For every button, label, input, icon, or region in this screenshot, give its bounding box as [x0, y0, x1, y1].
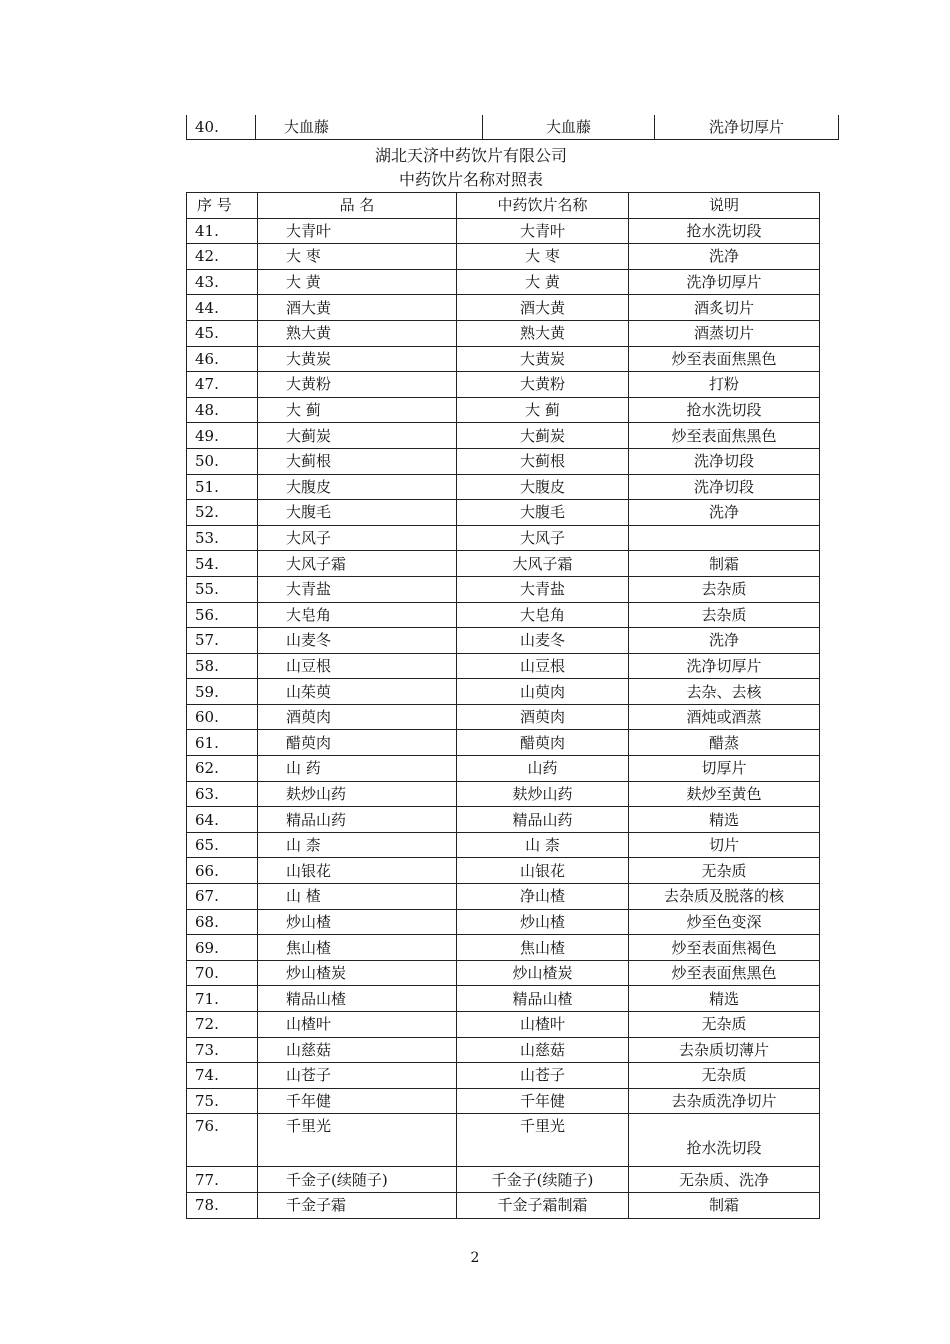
comparison-table: [186, 192, 820, 1219]
row-number: 68.: [187, 909, 258, 935]
row-number: 54.: [187, 551, 258, 577]
piece-name: 山萸肉: [457, 679, 629, 705]
piece-name: 大腹毛: [457, 500, 629, 526]
processing-note: 洗净: [629, 244, 820, 270]
row-number: 75.: [187, 1088, 258, 1114]
product-name: 炒山楂: [258, 909, 457, 935]
product-name: 山银花: [258, 858, 457, 884]
table-row: [187, 500, 820, 526]
table-row: [187, 935, 820, 961]
row-number: 44.: [187, 295, 258, 321]
product-name: 精品山药: [258, 807, 457, 833]
piece-name: 山麦冬: [457, 628, 629, 654]
product-name: 大 蓟: [258, 397, 457, 423]
row-number: 42.: [187, 244, 258, 270]
product-name: 精品山楂: [258, 986, 457, 1012]
processing-note: 无杂质: [629, 858, 820, 884]
product-name: 炒山楂炭: [258, 960, 457, 986]
piece-name: 大黄粉: [457, 372, 629, 398]
processing-note: 去杂质: [629, 602, 820, 628]
processing-note: 去杂质: [629, 576, 820, 602]
continuation-table: [186, 115, 839, 140]
table-row: [187, 1037, 820, 1063]
piece-name: 酒萸肉: [457, 704, 629, 730]
table-row: [187, 1114, 820, 1167]
table-row: [187, 884, 820, 910]
product-name: 大腹皮: [258, 474, 457, 500]
table-row: [187, 423, 820, 449]
row-number: 70.: [187, 960, 258, 986]
table-row: [187, 372, 820, 398]
processing-note: 炒至表面焦黑色: [629, 423, 820, 449]
piece-name: 山银花: [457, 858, 629, 884]
product-name: 千里光: [258, 1114, 457, 1167]
row-number: 65.: [187, 832, 258, 858]
row-number: 56.: [187, 602, 258, 628]
table-row: [187, 218, 820, 244]
piece-name: 大 黄: [457, 269, 629, 295]
row-number: 66.: [187, 858, 258, 884]
processing-note: 去杂质及脱落的核: [629, 884, 820, 910]
product-name: 焦山楂: [258, 935, 457, 961]
piece-name: 净山楂: [457, 884, 629, 910]
product-name: 醋萸肉: [258, 730, 457, 756]
header-no: 序 号: [187, 193, 258, 219]
piece-name: 山 柰: [457, 832, 629, 858]
processing-note: 去杂、去核: [629, 679, 820, 705]
table-row: [187, 295, 820, 321]
table-row: [187, 986, 820, 1012]
row-number: 49.: [187, 423, 258, 449]
table-row: [187, 320, 820, 346]
piece-name: 山楂叶: [457, 1012, 629, 1038]
header-name: 品 名: [258, 193, 457, 219]
piece-name: 山苍子: [457, 1063, 629, 1089]
product-name: 大蓟根: [258, 448, 457, 474]
row-number: 69.: [187, 935, 258, 961]
piece-name: 醋萸肉: [457, 730, 629, 756]
row-number: 62.: [187, 756, 258, 782]
piece-name: 山豆根: [457, 653, 629, 679]
piece-name: 大风子霜: [457, 551, 629, 577]
page-number: 2: [470, 1250, 480, 1266]
row-number: 41.: [187, 218, 258, 244]
row-number: 52.: [187, 500, 258, 526]
product-name: 山麦冬: [258, 628, 457, 654]
row-number: 61.: [187, 730, 258, 756]
product-name: 大腹毛: [258, 500, 457, 526]
table-row: [187, 628, 820, 654]
piece-name: 熟大黄: [457, 320, 629, 346]
row-number: 64.: [187, 807, 258, 833]
processing-note: 精选: [629, 807, 820, 833]
row-number: 47.: [187, 372, 258, 398]
table-row: [187, 244, 820, 270]
row-number: 76.: [187, 1114, 258, 1167]
processing-note: 炒至表面焦黑色: [629, 346, 820, 372]
piece-name: 千金子(续随子): [457, 1167, 629, 1193]
table-row: [187, 704, 820, 730]
row-number: 74.: [187, 1063, 258, 1089]
table-row: [187, 1088, 820, 1114]
product-name: 大风子: [258, 525, 457, 551]
processing-note: 炒至表面焦褐色: [629, 935, 820, 961]
piece-name: 大青盐: [457, 576, 629, 602]
piece-name: 炒山楂: [457, 909, 629, 935]
table-row: [187, 653, 820, 679]
product-name: 山苍子: [258, 1063, 457, 1089]
row-number: 55.: [187, 576, 258, 602]
piece-name: 精品山药: [457, 807, 629, 833]
piece-name: 大黄炭: [457, 346, 629, 372]
table-row: [187, 115, 839, 140]
product-name: 熟大黄: [258, 320, 457, 346]
processing-note: 抢水洗切段: [629, 1114, 820, 1167]
row-number: 53.: [187, 525, 258, 551]
product-name: 山茱萸: [258, 679, 457, 705]
table-row: [187, 474, 820, 500]
table-row: [187, 602, 820, 628]
processing-note: 打粉: [629, 372, 820, 398]
processing-note: 酒炙切片: [629, 295, 820, 321]
processing-note: 洗净: [629, 628, 820, 654]
processing-note: [629, 525, 820, 551]
processing-note: 制霜: [629, 1192, 820, 1218]
piece-name: 焦山楂: [457, 935, 629, 961]
row-number: 58.: [187, 653, 258, 679]
piece-name: 大蓟炭: [457, 423, 629, 449]
row-number: 60.: [187, 704, 258, 730]
processing-note: 无杂质: [629, 1063, 820, 1089]
product-name: 大皂角: [258, 602, 457, 628]
table-row: [187, 832, 820, 858]
processing-note: 抢水洗切段: [629, 218, 820, 244]
header-note: 说明: [629, 193, 820, 219]
piece-name: 大腹皮: [457, 474, 629, 500]
product-name: 山楂叶: [258, 1012, 457, 1038]
company-name: 湖北天济中药饮片有限公司: [374, 146, 567, 165]
table-row: [187, 551, 820, 577]
piece-name: 山药: [457, 756, 629, 782]
row-number: 78.: [187, 1192, 258, 1218]
processing-note: 抢水洗切段: [629, 397, 820, 423]
product-name: 酒萸肉: [258, 704, 457, 730]
row-number: 40.: [187, 115, 256, 140]
row-number: 57.: [187, 628, 258, 654]
table-row: [187, 1192, 820, 1218]
product-name: 大蓟炭: [258, 423, 457, 449]
product-name: 大青叶: [258, 218, 457, 244]
piece-name: 精品山楂: [457, 986, 629, 1012]
piece-name: 千里光: [457, 1114, 629, 1167]
piece-name: 大皂角: [457, 602, 629, 628]
row-number: 48.: [187, 397, 258, 423]
table-row: [187, 525, 820, 551]
row-number: 63.: [187, 781, 258, 807]
row-number: 77.: [187, 1167, 258, 1193]
row-number: 43.: [187, 269, 258, 295]
product-name: 山豆根: [258, 653, 457, 679]
processing-note: 无杂质: [629, 1012, 820, 1038]
product-name: 山 柰: [258, 832, 457, 858]
processing-note: 切厚片: [629, 756, 820, 782]
processing-note: 麸炒至黄色: [629, 781, 820, 807]
processing-note: 无杂质、洗净: [629, 1167, 820, 1193]
processing-note: 炒至色变深: [629, 909, 820, 935]
product-name: 大青盐: [258, 576, 457, 602]
row-number: 45.: [187, 320, 258, 346]
product-name: 千金子(续随子): [258, 1167, 457, 1193]
piece-name: 大血藤: [483, 115, 655, 140]
processing-note: 洗净切厚片: [629, 269, 820, 295]
table-row: [187, 1063, 820, 1089]
processing-note: 制霜: [629, 551, 820, 577]
row-number: 71.: [187, 986, 258, 1012]
product-name: 大风子霜: [258, 551, 457, 577]
row-number: 50.: [187, 448, 258, 474]
table-row: [187, 448, 820, 474]
processing-note: 去杂质切薄片: [629, 1037, 820, 1063]
table-row: [187, 730, 820, 756]
product-name: 大血藤: [256, 115, 483, 140]
piece-name: 山慈菇: [457, 1037, 629, 1063]
row-number: 73.: [187, 1037, 258, 1063]
table-row: [187, 960, 820, 986]
table-row: [187, 346, 820, 372]
product-name: 山 楂: [258, 884, 457, 910]
row-number: 67.: [187, 884, 258, 910]
processing-note: 切片: [629, 832, 820, 858]
product-name: 酒大黄: [258, 295, 457, 321]
processing-note: 醋蒸: [629, 730, 820, 756]
piece-name: 麸炒山药: [457, 781, 629, 807]
piece-name: 千年健: [457, 1088, 629, 1114]
product-name: 大黄炭: [258, 346, 457, 372]
row-number: 51.: [187, 474, 258, 500]
table-title: 中药饮片名称对照表: [398, 170, 543, 189]
processing-note: 酒蒸切片: [629, 320, 820, 346]
table-row: [187, 1167, 820, 1193]
product-name: 千年健: [258, 1088, 457, 1114]
piece-name: 大 蓟: [457, 397, 629, 423]
processing-note: 炒至表面焦黑色: [629, 960, 820, 986]
processing-note: 洗净切段: [629, 474, 820, 500]
product-name: 千金子霜: [258, 1192, 457, 1218]
product-name: 麸炒山药: [258, 781, 457, 807]
piece-name: 大青叶: [457, 218, 629, 244]
header-row: [187, 193, 820, 219]
piece-name: 大蓟根: [457, 448, 629, 474]
header-piece: 中药饮片名称: [457, 193, 629, 219]
table-row: [187, 756, 820, 782]
processing-note: 酒炖或酒蒸: [629, 704, 820, 730]
piece-name: 千金子霜制霜: [457, 1192, 629, 1218]
piece-name: 大 枣: [457, 244, 629, 270]
piece-name: 炒山楂炭: [457, 960, 629, 986]
processing-note: 洗净切段: [629, 448, 820, 474]
product-name: 大 枣: [258, 244, 457, 270]
table-row: [187, 679, 820, 705]
table-row: [187, 269, 820, 295]
table-row: [187, 781, 820, 807]
processing-note: 去杂质洗净切片: [629, 1088, 820, 1114]
table-row: [187, 576, 820, 602]
table-row: [187, 858, 820, 884]
table-row: [187, 807, 820, 833]
processing-note: 洗净切厚片: [629, 653, 820, 679]
product-name: 大黄粉: [258, 372, 457, 398]
processing-note: 洗净: [629, 500, 820, 526]
product-name: 山慈菇: [258, 1037, 457, 1063]
product-name: 大 黄: [258, 269, 457, 295]
piece-name: 酒大黄: [457, 295, 629, 321]
table-row: [187, 909, 820, 935]
piece-name: 大风子: [457, 525, 629, 551]
row-number: 46.: [187, 346, 258, 372]
table-row: [187, 397, 820, 423]
row-number: 59.: [187, 679, 258, 705]
product-name: 山 药: [258, 756, 457, 782]
row-number: 72.: [187, 1012, 258, 1038]
table-row: [187, 1012, 820, 1038]
processing-note: 洗净切厚片: [655, 115, 839, 140]
processing-note: 精选: [629, 986, 820, 1012]
